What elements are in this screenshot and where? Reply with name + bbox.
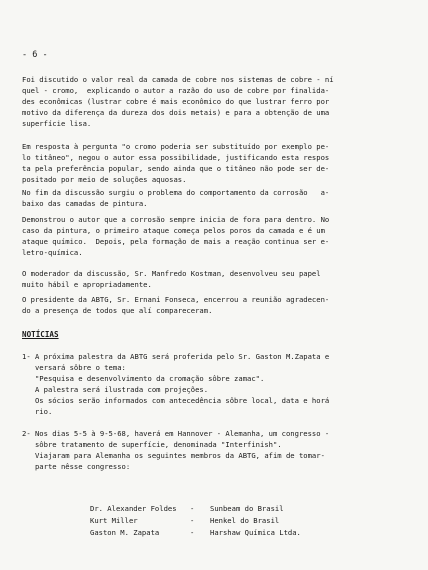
member-company: Harshaw Química Ltda. <box>210 528 301 537</box>
member-company: Henkel do Brasil <box>210 516 280 525</box>
member-row <box>90 527 301 539</box>
member-name: Kurt Miller <box>90 516 138 525</box>
news-heading: NOTÍCIAS <box>22 330 59 339</box>
member-dash: - <box>190 504 195 513</box>
member-name: Gaston M. Zapata <box>90 528 160 537</box>
members-list <box>90 503 301 539</box>
paragraph-titanium-question: Em resposta à pergunta "o cromo poderia ser substituído por exemplo pe- lo titâneo", negou o autor essa possibilidade, justificando esta respos ta pela preferência popular, sendo ainda que o titâneo não pode ser de- positado por meio de soluções aquosas. <box>22 142 330 184</box>
news-item-lecture: 1- A próxima palestra da ABTG será proferida pelo Sr. Gaston M.Zapata e versará sôbre o tema: "Pesquisa e desenvolvimento da cromação sôbre zamac". A palestra será ilustrada com projeções. Os sócios serão informados com antecedência sôbre local, data e horá rio. <box>22 352 330 416</box>
member-company: Sunbeam do Brasil <box>210 504 284 513</box>
news-item-congress: 2- Nos dias 5-5 à 9-5-68, haverá em Hannover - Alemanha, um congresso - sôbre tratamento de superfície, denominada "Interfinish". Viajaram para Alemanha os seguintes membros da ABTG, afim de tomar- parte nêsse congresso: <box>22 429 330 471</box>
paragraph-moderator: O moderador da discussão, Sr. Manfredo Kostman, desenvolveu seu papel muito hábil e apropriadamente. <box>22 269 321 289</box>
paragraph-corrosion-start: Demonstrou o autor que a corrosão sempre inicia de fora para dentro. No caso da pintura, o primeiro ataque começa pelos poros da camada e é um ataque químico. Depois, pela formação de mais a reação continua ser e- letro-química. <box>22 215 330 257</box>
member-name: Dr. Alexander Foldes <box>90 504 177 513</box>
paragraph-copper-layer: Foi discutido o valor real da camada de cobre nos sistemas de cobre - ní quel - cromo, explicando o autor a razão do uso de cobre por finalida- des econômicas (lustrar cobre é mais econômico do que lustrar ferro por motivo da diferença da dureza dos dois metais) e para a obtenção de uma superfície lisa. <box>22 75 334 128</box>
member-row <box>90 515 301 527</box>
page-number: - 6 - <box>22 50 48 60</box>
member-dash: - <box>190 516 195 525</box>
paragraph-president: O presidente da ABTG, Sr. Ernani Fonseca, encerrou a reunião agradecen- do a presença de todos que alí compareceram. <box>22 295 330 315</box>
member-dash: - <box>190 528 195 537</box>
paragraph-corrosion-problem: No fim da discussão surgiu o problema do comportamento da corrosão a- baixo das camadas de pintura. <box>22 188 330 208</box>
member-row <box>90 503 301 515</box>
